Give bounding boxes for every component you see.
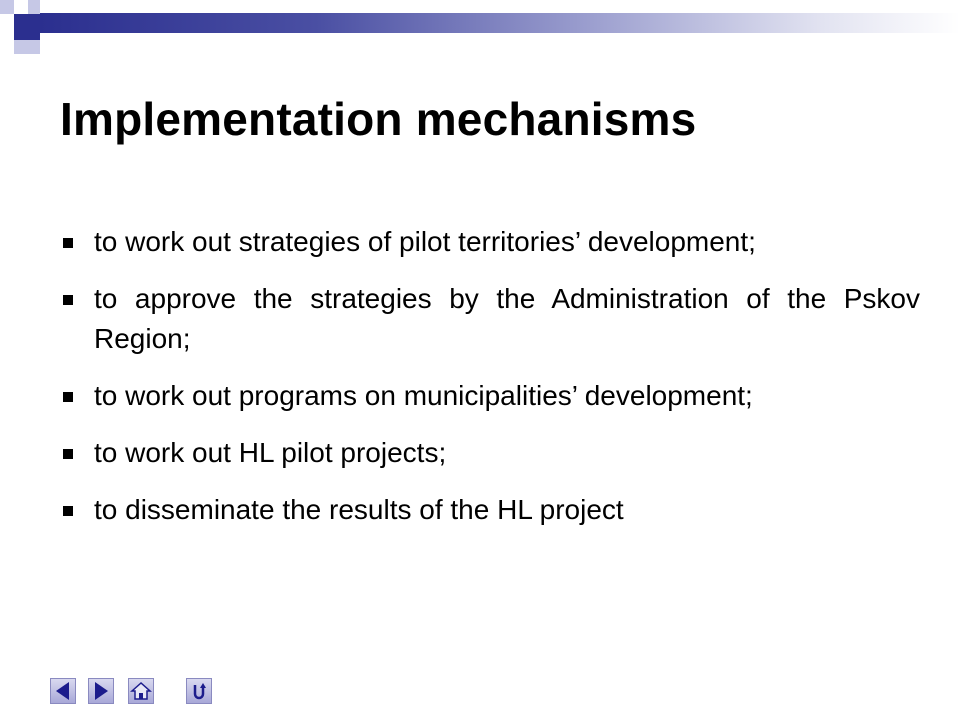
bullet-item: [60, 222, 920, 262]
decor-square: [28, 40, 40, 54]
bullet-text: to work out strategies of pilot territories’ development;: [94, 226, 756, 257]
return-icon: [187, 679, 211, 703]
bullet-text: to work out programs on municipalities’ development;: [94, 380, 753, 411]
square-bullet-icon: [63, 295, 73, 305]
decor-square: [14, 0, 28, 14]
bullet-list: [60, 222, 920, 547]
bullet-item: [60, 433, 920, 473]
square-bullet-icon: [63, 392, 73, 402]
bullet-text: to approve the strategies by the Administration of the Pskov Region;: [94, 283, 920, 354]
bullet-item: [60, 376, 920, 416]
bullet-item: [60, 490, 920, 530]
decor-square: [28, 0, 40, 14]
square-bullet-icon: [63, 449, 73, 459]
square-bullet-icon: [63, 238, 73, 248]
home-button[interactable]: [128, 678, 154, 704]
decor-square: [0, 0, 14, 14]
square-bullet-icon: [63, 506, 73, 516]
decor-square: [14, 40, 28, 54]
home-icon: [129, 679, 153, 703]
decor-square: [0, 14, 14, 40]
decor-square: [0, 40, 14, 54]
previous-slide-button[interactable]: [50, 678, 76, 704]
bullet-item: [60, 279, 920, 359]
decor-square: [14, 14, 40, 40]
slide-title: Implementation mechanisms: [60, 93, 697, 145]
top-gradient-bar: [40, 13, 960, 33]
return-button[interactable]: [186, 678, 212, 704]
next-slide-button[interactable]: [88, 678, 114, 704]
arrow-left-icon: [51, 679, 75, 703]
arrow-right-icon: [89, 679, 113, 703]
bullet-text: to work out HL pilot projects;: [94, 437, 447, 468]
bullet-text: to disseminate the results of the HL project: [94, 494, 624, 525]
